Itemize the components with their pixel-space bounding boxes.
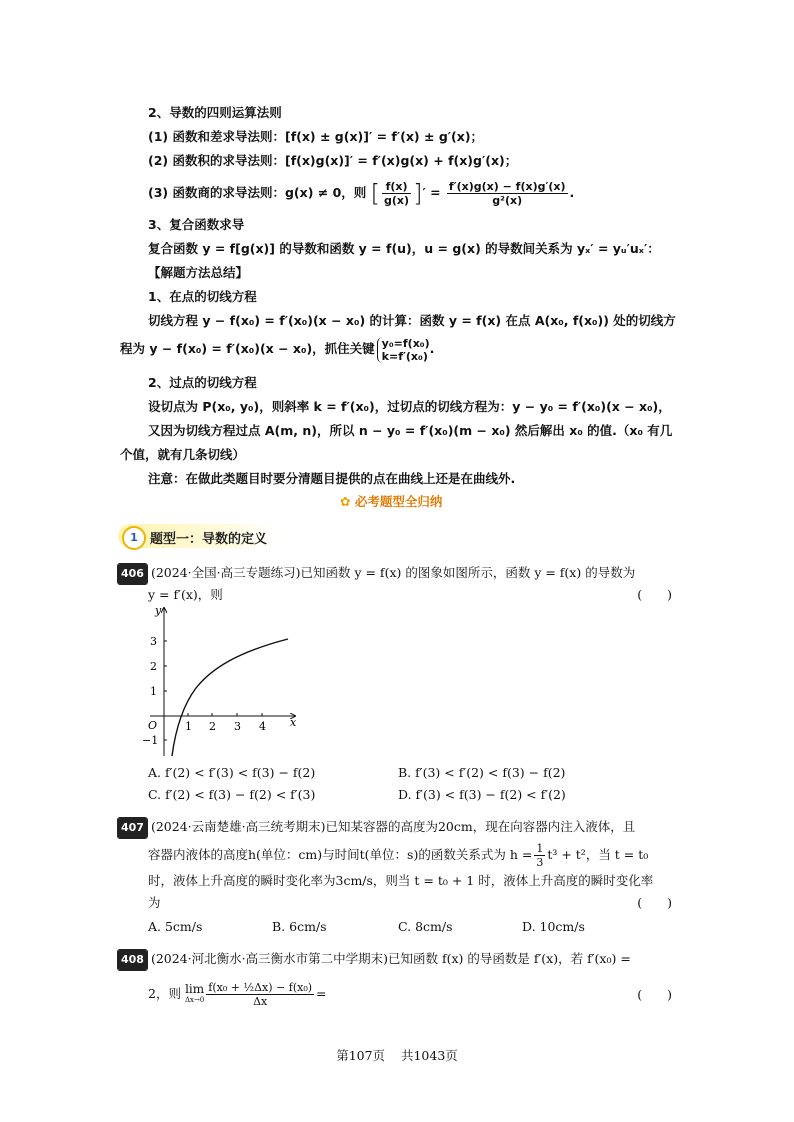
option-c: C. 8cm/s bbox=[398, 919, 453, 934]
quotient-lhs-fraction bbox=[382, 180, 411, 207]
brace-top: y₀=f(x₀) bbox=[381, 336, 430, 350]
answer-paren: ( ) bbox=[637, 587, 672, 602]
question-407-line2 bbox=[148, 840, 648, 870]
rule-sum-diff: (1) 函数和差求导法则：[f(x) ± g(x)]′ = f′(x) ± g′(x)； bbox=[148, 129, 484, 144]
tangent-through-point-line1: 设切点为 P(x₀, y₀)，则斜率 k = f′(x₀)，过切点的切线方程为：y − y₀ = f′(x₀)(x − x₀)， bbox=[148, 399, 671, 414]
limit-frac-num: f(x₀ + ½Δx) − f(x₀) bbox=[208, 981, 313, 994]
question-407-stem: (2024·云南楚雄·高三统考期末)已知某容器的高度为20cm，现在向容器内注入液体，且 bbox=[150, 819, 636, 834]
frac-num: 1 bbox=[536, 842, 544, 855]
tangent-through-point-line3: 个值，就有几条切线） bbox=[120, 447, 246, 462]
question-406-line1 bbox=[118, 564, 635, 584]
y-tick-1: 1 bbox=[150, 685, 157, 698]
x-tick-4: 4 bbox=[259, 720, 266, 733]
page-number: 第107页 bbox=[336, 1048, 386, 1063]
question-408-line2 bbox=[148, 976, 327, 1012]
y-tick-3: 3 bbox=[150, 635, 157, 648]
rule-quotient-prefix: (3) 函数商的求导法则：g(x) ≠ 0，则 bbox=[148, 185, 367, 200]
option-c: C. f′(2) < f(3) − f(2) < f′(3) bbox=[148, 787, 316, 802]
question-408-stem: (2024·河北衡水·高三衡水市第二中学期末)已知函数 f(x) 的导函数是 f′(x)，若 f′(x₀) = bbox=[150, 951, 631, 966]
summary-heading: 【解题方法总结】 bbox=[148, 265, 249, 280]
type-banner-title: 题型一：导数的定义 bbox=[150, 532, 268, 547]
section3-text: 复合函数 y = f[g(x)] 的导数和函数 y = f(u)，u = g(x) 的导数间关系为 yₓ′ = yᵤ′uₓ′： bbox=[148, 241, 660, 256]
option-b: B. f′(3) < f′(2) < f(3) − f(2) bbox=[398, 765, 566, 780]
question-408-line1 bbox=[118, 950, 631, 970]
type-number-badge: 1 bbox=[122, 526, 146, 550]
answer-paren: ( ) bbox=[637, 987, 672, 1002]
question-406-line2: y = f′(x)，则 bbox=[148, 587, 223, 602]
quotient-rhs-fraction bbox=[447, 180, 568, 207]
tangent-at-point-heading: 1、在点的切线方程 bbox=[148, 289, 257, 304]
y-tick-2: 2 bbox=[150, 660, 157, 673]
tangent-at-point-line2: 程为 y − f(x₀) = f′(x₀)(x − x₀)，抓住关键 y₀=f(x₀) k=f′(x₀) . bbox=[120, 336, 435, 363]
one-third-fraction bbox=[534, 842, 545, 869]
origin-label: O bbox=[148, 719, 158, 732]
limit-frac-den: Δx bbox=[253, 995, 268, 1008]
question-408-line2-prefix: 2，则 bbox=[148, 986, 181, 1001]
quotient-lhs-den: g(x) bbox=[384, 194, 410, 207]
tangent-through-point-line2: 又因为切线方程过点 A(m, n)，所以 n − y₀ = f′(x₀)(m − x₀) 然后解出 x₀ 的值.（x₀ 有几 bbox=[148, 423, 673, 438]
lightbulb-icon: ✿ bbox=[340, 494, 351, 509]
all-types-banner bbox=[340, 493, 442, 511]
quotient-rhs-num: f′(x)g(x) − f(x)g′(x) bbox=[448, 180, 566, 193]
question-407-line1 bbox=[118, 818, 635, 838]
all-types-banner-text: 必考题型全归纳 bbox=[354, 494, 443, 509]
option-b: B. 6cm/s bbox=[272, 919, 327, 934]
rule-quotient: (3) 函数商的求导法则：g(x) ≠ 0，则 [ $\frac{f(x)}{g(x)}$ ]′ = $\frac{f'(x)g(x) - f(x)g'(x)}{\text{g²(x)}}$ . bbox=[148, 179, 575, 208]
question-407-line4: 为 bbox=[148, 895, 161, 910]
question-number-badge: 406 bbox=[118, 564, 147, 584]
question-407-line2-suffix: t³ + t²，当 t = t₀ bbox=[547, 847, 649, 862]
quotient-lhs-num: f(x) bbox=[382, 180, 411, 194]
lim-subscript: Δx→0 bbox=[184, 995, 205, 1004]
quotient-rhs-den: g²(x) bbox=[492, 194, 523, 207]
answer-paren: ( ) bbox=[637, 895, 672, 910]
question-407-line3: 时，液体上升高度的瞬时变化率为3cm/s，则当 t = t₀ + 1 时，液体上升高度的瞬时变化率 bbox=[148, 873, 654, 888]
equals-sign: = bbox=[316, 986, 327, 1001]
note-text: 注意：在做此类题目时要分清题目提供的点在曲线上还是在曲线外. bbox=[148, 471, 516, 486]
tangent-at-point-line2-text: 程为 y − f(x₀) = f′(x₀)(x − x₀)，抓住关键 bbox=[120, 341, 375, 356]
question-number-badge: 408 bbox=[118, 950, 147, 970]
section2-heading: 2、导数的四则运算法则 bbox=[148, 105, 282, 120]
rule-product: (2) 函数积的求导法则：[f(x)g(x)]′ = f′(x)g(x) + f(x)g′(x)； bbox=[148, 153, 518, 168]
brace-bottom: k=f′(x₀) bbox=[381, 349, 428, 363]
y-tick-neg1: −1 bbox=[142, 734, 159, 747]
x-tick-1: 1 bbox=[185, 720, 192, 733]
tangent-at-point-line1: 切线方程 y − f(x₀) = f′(x₀)(x − x₀) 的计算：函数 y = f(x) 在点 A(x₀, f(x₀)) 处的切线方 bbox=[148, 313, 676, 328]
section3-heading: 3、复合函数求导 bbox=[148, 217, 245, 232]
left-bracket: [ bbox=[370, 179, 381, 208]
lim-text: lim bbox=[185, 981, 205, 996]
question-406-stem: (2024·全国·高三专题练习)已知函数 y = f(x) 的图象如图所示，函数 y = f(x) 的导数为 bbox=[150, 565, 636, 580]
option-a: A. f′(2) < f′(3) < f(3) − f(2) bbox=[148, 765, 316, 780]
frac-den: 3 bbox=[536, 856, 544, 869]
function-graph bbox=[140, 600, 310, 760]
x-tick-3: 3 bbox=[234, 720, 241, 733]
tangent-through-point-heading: 2、过点的切线方程 bbox=[148, 375, 257, 390]
key-brace-system bbox=[377, 337, 430, 363]
option-d: D. f′(3) < f(3) − f(2) < f′(2) bbox=[398, 787, 566, 802]
limit-fraction bbox=[206, 981, 314, 1008]
option-a: A. 5cm/s bbox=[148, 919, 203, 934]
function-curve bbox=[172, 639, 288, 756]
limit-operator bbox=[184, 981, 205, 1006]
y-axis-label: y bbox=[155, 604, 162, 617]
x-axis-label: x bbox=[290, 716, 297, 729]
option-d: D. 10cm/s bbox=[522, 919, 585, 934]
x-tick-2: 2 bbox=[209, 720, 216, 733]
question-407-line2-prefix: 容器内液体的高度h(单位：cm)与时间t(单位：s)的函数关系式为 h = bbox=[148, 847, 533, 862]
page-footer bbox=[0, 1046, 794, 1064]
question-number-badge: 407 bbox=[118, 818, 147, 838]
right-bracket: ] bbox=[413, 179, 423, 208]
total-pages: 共1043页 bbox=[400, 1048, 458, 1063]
